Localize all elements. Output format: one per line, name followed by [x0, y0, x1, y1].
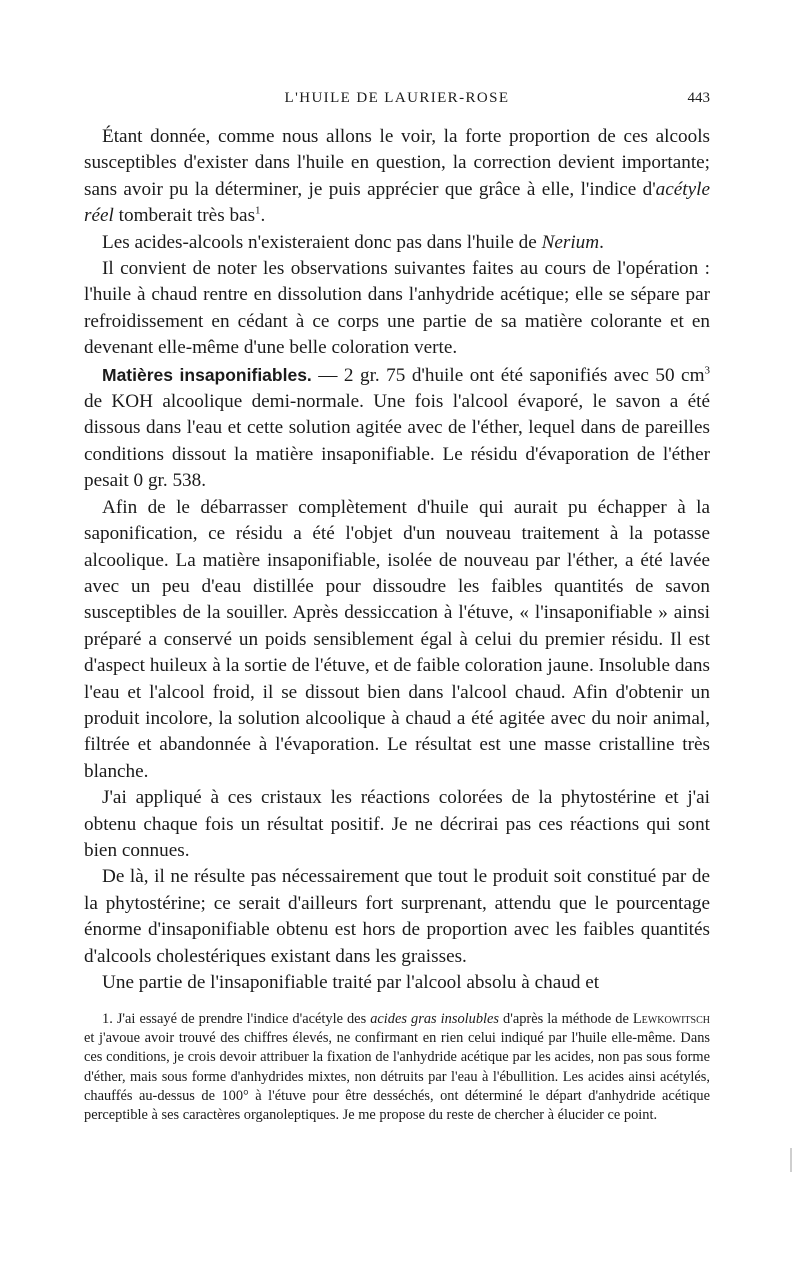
- p2-text: Les acides-alcools n'existeraient donc pas dans l'huile de: [102, 231, 542, 253]
- scan-edge-mark: [790, 1148, 792, 1172]
- running-title: L'HUILE DE LAURIER-ROSE: [284, 90, 510, 106]
- footnote-1: [84, 1010, 710, 1125]
- body-text: [84, 124, 710, 996]
- paragraph-2: [84, 230, 710, 256]
- p1-italic: acétyle réel: [84, 178, 710, 227]
- fn-text: 1. J'ai essayé de prendre l'indice d'acétyle des: [102, 1011, 371, 1027]
- paragraph-8: Une partie de l'insaponifiable traité par l'alcool absolu à chaud et: [102, 972, 600, 993]
- p4-text: — 2 gr. 75 d'huile ont été saponifiés avec 50 cm: [311, 364, 705, 386]
- p4-text-2: de KOH alcoolique demi-normale. Une fois l'alcool évaporé, le savon a été dissous dans l'eau et cette solution agitée avec de l'éther, lequel dans de pareilles conditions dissout la matière insaponifiable. Le résidu d'évaporation de l'éther pesait 0 gr. 538.: [84, 391, 710, 492]
- fn-author: Lewkowitsch: [632, 1011, 710, 1027]
- p2-italic: Nerium: [541, 231, 600, 253]
- p1-text-2: tomberait très bas: [113, 205, 256, 227]
- paragraph-1: [84, 124, 710, 230]
- paragraph-7: De là, il ne résulte pas nécessairement que tout le produit soit constitué par de la phytostérine; ce serait d'ailleurs fort surprenant, attendu que le pourcentage énorme d'insaponifiable obtenu est hors de proportion avec les faibles quantités d'alcools cholestériques existant dans les graisses.: [84, 866, 710, 967]
- p1-text: Étant donnée, comme nous allons le voir, la forte proportion de ces alcools susceptibles d'exister dans l'huile en question, la correction devient importante; sans avoir pu la déterminer, je puis apprécier que grâce à elle, l'indice d': [84, 126, 710, 200]
- p2-end: .: [599, 231, 604, 253]
- fn-text-3: et j'avoue avoir trouvé des chiffres élevés, ne confirmant en rien celui indiqué par l'huile elle-même. Dans ces conditions, je crois devoir attribuer la fixation de l'anhydride acétique par les acides, non pas sous forme d'éther, mais sous forme d'anhydrides mixtes, non détruits par l'eau à l'ébullition. Les acides ainsi acétylés, chauffés au-dessus de 100° à l'étuve pour être desséchés, ont déterminé le départ d'anhydride acétique perceptible à ses caractères organoleptiques. Je me propose du reste de chercher à élucider ce point.: [84, 1030, 710, 1124]
- footnote: [84, 1010, 710, 1125]
- paragraph-3: Il convient de noter les observations suivantes faites au cours de l'opération : l'huile à chaud rentre en dissolution dans l'anhydride acétique; elle se sépare par refroidissement en cédant à ce corps une partie de sa matière colorante et en devenant elle-même d'une belle coloration verte.: [84, 258, 710, 359]
- paragraph-5: Afin de le débarrasser complètement d'huile qui aurait pu échapper à la saponification, ce résidu a été l'objet d'un nouveau traitement à la potasse alcoolique. La matière insaponifiable, isolée de nouveau par l'éther, a été lavée avec un peu d'eau distillée pour dissoudre les faibles quantités de savon susceptibles de la souiller. Après dessiccation à l'étuve, « l'insaponifiable » ainsi préparé a conservé un poids sensiblement égal à celui du premier résidu. Il est d'aspect huileux à la sortie de l'étuve, et de faible coloration jaune. Insoluble dans l'eau et l'alcool froid, il se dissout bien dans l'alcool chaud. Afin d'obtenir un produit incolore, la solution alcoolique à chaud a été agitée avec du noir animal, filtrée et abandonnée à l'évaporation. Le résultat est une masse cristalline très blanche.: [84, 496, 710, 782]
- page-number: 443: [687, 90, 710, 106]
- footnote-reference[interactable]: 1: [255, 204, 261, 217]
- paragraph-4: [84, 362, 710, 495]
- p1-end: .: [260, 205, 266, 227]
- fn-text-2: d'après la méthode de: [499, 1011, 633, 1027]
- fn-italic: acides gras insolubles: [370, 1011, 500, 1027]
- p4-superscript: 3: [704, 364, 710, 377]
- running-header: [84, 88, 710, 112]
- section-heading-insaponifiables: Matières insaponifiables.: [102, 364, 312, 385]
- paragraph-6: J'ai appliqué à ces cristaux les réactions colorées de la phytostérine et j'ai obtenu chaque fois un résultat positif. Je ne décrirai pas ces réactions qui sont bien connues.: [84, 787, 710, 861]
